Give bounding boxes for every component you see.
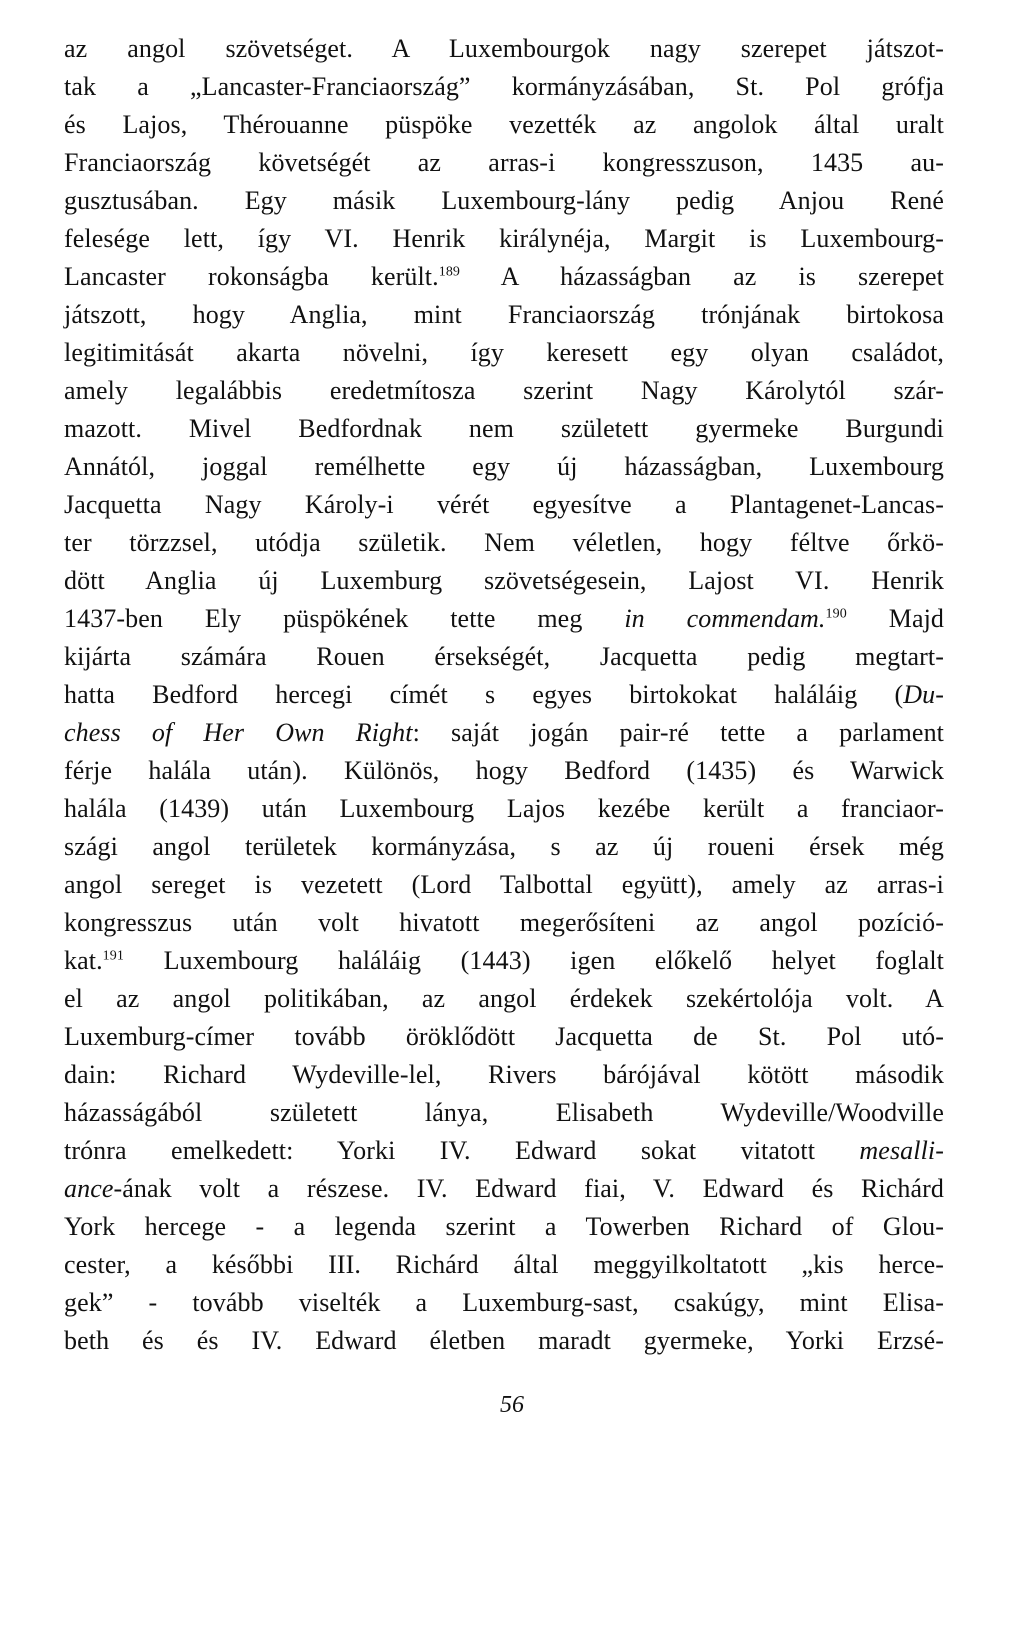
text-run: el az angol politikában, az angol érdekek szekértolója volt. A xyxy=(64,984,944,1013)
text-line xyxy=(64,258,944,296)
text-run: A házasságban az is szerepet xyxy=(460,262,945,291)
text-run: az angol szövetséget. A Luxembourgok nagy szerepet játszot- xyxy=(64,34,944,63)
text-run: dain: Richard Wydeville-lel, Rivers bárójával kötött második xyxy=(64,1060,944,1089)
text-run: és Lajos, Thérouanne püspöke vezették az angolok által uralt xyxy=(64,110,944,139)
text-line xyxy=(64,828,944,866)
text-run: Franciaország követségét az arras-i kongresszuson, 1435 au- xyxy=(64,148,944,177)
italic-text: Du- xyxy=(903,680,944,709)
text-line xyxy=(64,486,944,524)
text-run: legitimitását akarta növelni, így keresett egy olyan családot, xyxy=(64,338,944,367)
text-line xyxy=(64,30,944,68)
text-line xyxy=(64,866,944,904)
text-run: cester, a későbbi III. Richárd által meggyilkoltatott „kis herce- xyxy=(64,1250,944,1279)
text-line xyxy=(64,68,944,106)
text-line xyxy=(64,904,944,942)
text-run: mazott. Mivel Bedfordnak nem született gyermeke Burgundi xyxy=(64,414,944,443)
text-run: kijárta számára Rouen érsekségét, Jacquetta pedig megtart- xyxy=(64,642,944,671)
text-line xyxy=(64,220,944,258)
italic-text: ance xyxy=(64,1174,114,1203)
text-run: dött Anglia új Luxemburg szövetségesein, Lajost VI. Henrik xyxy=(64,566,944,595)
text-run: beth és és IV. Edward életben maradt gyermeke, Yorki Erzsé- xyxy=(64,1326,944,1355)
text-run: trónra emelkedett: Yorki IV. Edward sokat vitatott xyxy=(64,1136,860,1165)
text-run: felesége lett, így VI. Henrik királynéja, Margit is Luxembourg- xyxy=(64,224,944,253)
text-run: Annától, joggal remélhette egy új házasságban, Luxembourg xyxy=(64,452,944,481)
text-run: Lancaster rokonságba került. xyxy=(64,262,439,291)
text-line xyxy=(64,1284,944,1322)
text-run: Luxembourg haláláig (1443) igen előkelő helyet foglalt xyxy=(123,946,944,975)
text-run: -ának volt a részese. IV. Edward fiai, V. Edward és Richárd xyxy=(113,1174,944,1203)
text-line xyxy=(64,1246,944,1284)
text-line xyxy=(64,1018,944,1056)
text-line xyxy=(64,448,944,486)
text-run: Luxemburg-címer tovább öröklődött Jacquetta de St. Pol utó- xyxy=(64,1022,944,1051)
text-line xyxy=(64,638,944,676)
text-line xyxy=(64,410,944,448)
text-run: angol sereget is vezetett (Lord Talbottal együtt), amely az arras-i xyxy=(64,870,944,899)
text-run: játszott, hogy Anglia, mint Franciaország trónjának birtokosa xyxy=(64,300,944,329)
text-run: kat. xyxy=(64,946,103,975)
text-run: halála (1439) után Luxembourg Lajos kezébe került a franciaor- xyxy=(64,794,944,823)
text-line xyxy=(64,714,944,752)
italic-text: chess of Her Own Right xyxy=(64,718,413,747)
text-line xyxy=(64,182,944,220)
text-line xyxy=(64,296,944,334)
text-line xyxy=(64,334,944,372)
text-line xyxy=(64,1132,944,1170)
text-run: szági angol területek kormányzása, s az új roueni érsek még xyxy=(64,832,944,861)
text-run: kongresszus után volt hivatott megerősíteni az angol pozíció- xyxy=(64,908,944,937)
text-line xyxy=(64,106,944,144)
text-line xyxy=(64,372,944,410)
text-run: York hercege - a legenda szerint a Towerben Richard of Glou- xyxy=(64,1212,944,1241)
text-line xyxy=(64,676,944,714)
text-line xyxy=(64,1208,944,1246)
text-run: Majd xyxy=(846,604,945,633)
footnote-marker: 191 xyxy=(102,948,124,964)
italic-text: in commendam. xyxy=(624,604,826,633)
text-run: hatta Bedford hercegi címét s egyes birtokokat haláláig ( xyxy=(64,680,904,709)
text-run: gusztusában. Egy másik Luxembourg-lány pedig Anjou René xyxy=(64,186,944,215)
text-line xyxy=(64,1094,944,1132)
text-run: Jacquetta Nagy Károly-i vérét egyesítve a Plantagenet-Lancas- xyxy=(64,490,944,519)
text-line xyxy=(64,600,944,638)
text-run: férje halála után). Különös, hogy Bedford (1435) és Warwick xyxy=(64,756,944,785)
text-run: amely legalábbis eredetmítosza szerint Nagy Károlytól szár- xyxy=(64,376,944,405)
footnote-marker: 189 xyxy=(438,264,461,280)
text-line xyxy=(64,1170,944,1208)
italic-text: mesalli- xyxy=(859,1136,944,1165)
text-line xyxy=(64,790,944,828)
footnote-marker: 190 xyxy=(825,606,847,622)
text-run: házasságából született lánya, Elisabeth Wydeville/Woodville xyxy=(64,1098,944,1127)
text-run: gek” - tovább viselték a Luxemburg-sast, csakúgy, mint Elisa- xyxy=(64,1288,944,1317)
text-line xyxy=(64,752,944,790)
text-line xyxy=(64,980,944,1018)
text-run: 1437-ben Ely püspökének tette meg xyxy=(64,604,625,633)
text-line xyxy=(64,524,944,562)
text-line xyxy=(64,144,944,182)
text-line xyxy=(64,1322,944,1360)
text-run: : saját jogán pair-ré tette a parlament xyxy=(412,718,944,747)
text-line xyxy=(64,1056,944,1094)
page-body xyxy=(64,30,944,1360)
text-run: ter törzzsel, utódja születik. Nem véletlen, hogy féltve őrkö- xyxy=(64,528,944,557)
page-number: 56 xyxy=(500,1392,524,1418)
text-run: tak a „Lancaster-Franciaország” kormányzásában, St. Pol grófja xyxy=(64,72,944,101)
text-line xyxy=(64,562,944,600)
text-line xyxy=(64,942,944,980)
